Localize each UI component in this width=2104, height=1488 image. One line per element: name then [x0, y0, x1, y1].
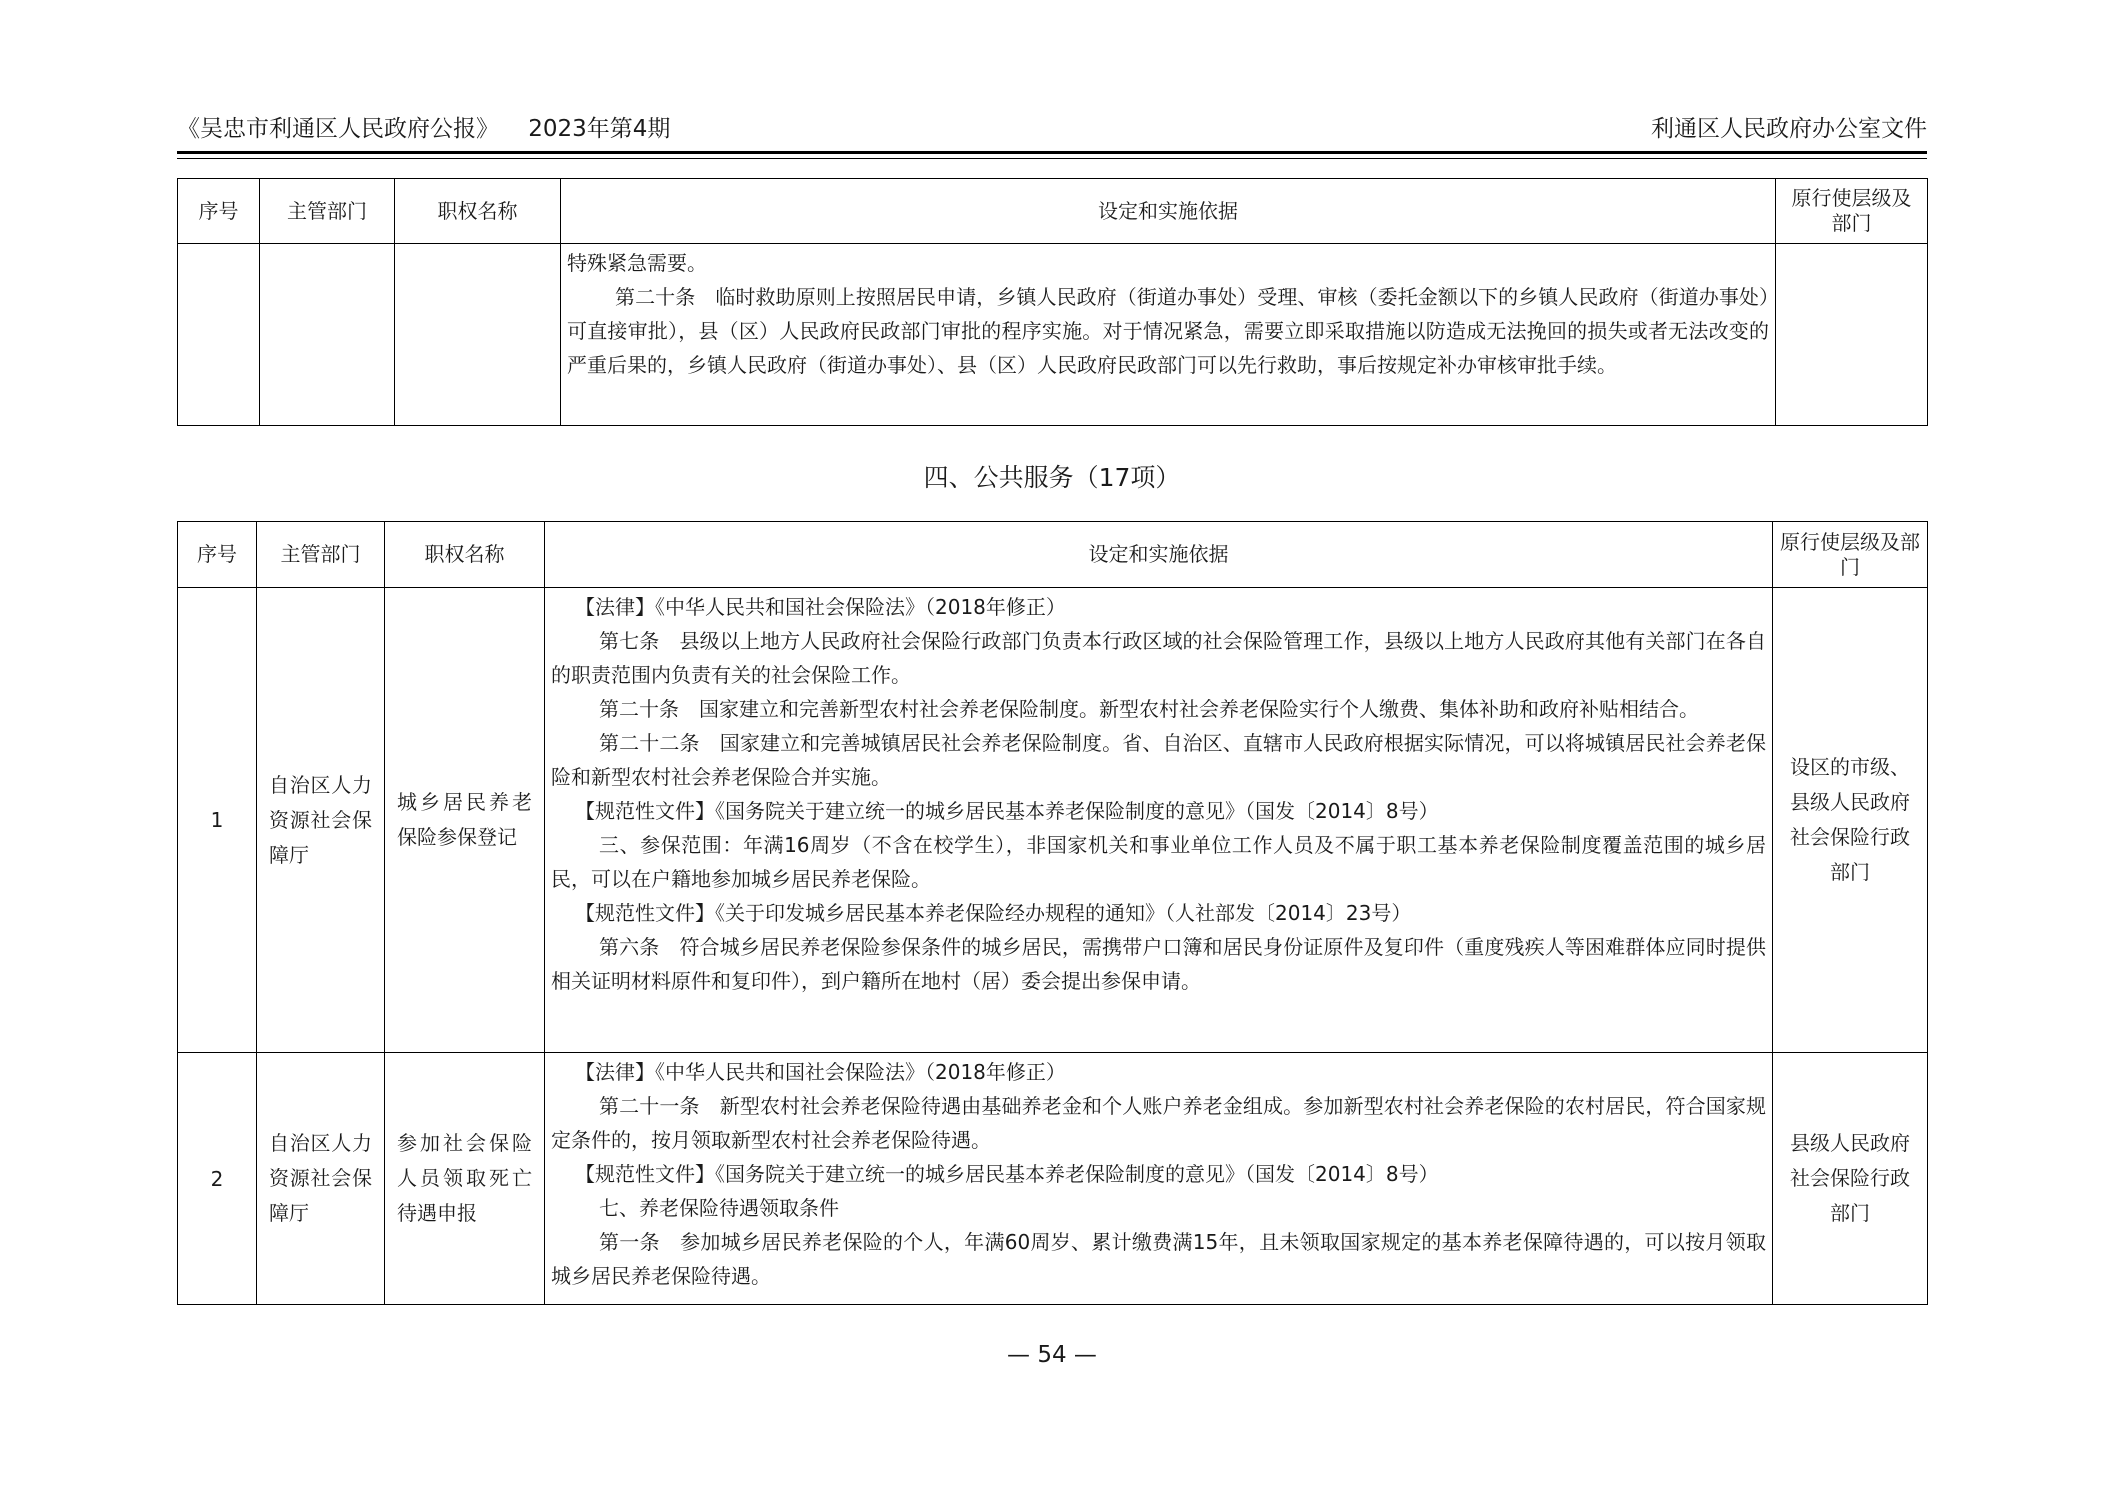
basis-line: 【法律】《中华人民共和国社会保险法》（2018年修正）	[575, 1060, 1066, 1084]
basis-line: 【规范性文件】《关于印发城乡居民基本养老保险经办规程的通知》（人社部发〔2014〕23号）	[575, 901, 1412, 925]
basis-line: 七、养老保险待遇领取条件	[599, 1196, 839, 1220]
cell-name: 参加社会保险人员领取死亡待遇申报	[385, 1053, 545, 1305]
cell-no: 2	[178, 1053, 257, 1305]
cell-basis	[561, 244, 1776, 426]
col-header-name: 职权名称	[395, 179, 561, 244]
col-header-basis: 设定和实施依据	[545, 522, 1773, 588]
col-header-level	[1773, 522, 1928, 588]
page-number: — 54 —	[1007, 1342, 1097, 1368]
basis-line: 【规范性文件】《国务院关于建立统一的城乡居民基本养老保险制度的意见》（国发〔2014〕8号）	[575, 1162, 1439, 1186]
section-title: 四、公共服务（17项）	[923, 463, 1181, 492]
header-publication-title: 《吴忠市利通区人民政府公报》 2023年第4期	[177, 116, 671, 142]
header-office-name: 利通区人民政府办公室文件	[1651, 116, 1927, 142]
col-header-dept: 主管部门	[260, 179, 395, 244]
basis-line: 第七条 县级以上地方人民政府社会保险行政部门负责本行政区域的社会保险管理工作，县级以上地方人民政府其他有关部门在各自的职责范围内负责有关的社会保险工作。	[551, 629, 1766, 687]
cell-dept: 自治区人力资源社会保障厅	[257, 588, 385, 1053]
table-row	[178, 1053, 1928, 1305]
basis-line: 第二十条 国家建立和完善新型农村社会养老保险制度。新型农村社会养老保险实行个人缴费、集体补助和政府补贴相结合。	[599, 697, 1699, 721]
basis-line: 三、参保范围：年满16周岁（不含在校学生），非国家机关和事业单位工作人员及不属于职工基本养老保险制度覆盖范围的城乡居民，可以在户籍地参加城乡居民养老保险。	[551, 833, 1766, 891]
col-header-no: 序号	[178, 522, 257, 588]
basis-line: 【规范性文件】《国务院关于建立统一的城乡居民基本养老保险制度的意见》（国发〔2014〕8号）	[575, 799, 1439, 823]
cell-name	[395, 244, 561, 426]
cell-no: 1	[178, 588, 257, 1053]
table-row	[178, 588, 1928, 1053]
col-header-dept: 主管部门	[257, 522, 385, 588]
cell-level: 设区的市级、县级人民政府社会保险行政部门	[1773, 588, 1928, 1053]
col-header-level	[1776, 179, 1928, 244]
table-header-row	[178, 522, 1928, 588]
cell-basis	[545, 588, 1773, 1053]
col-header-level-text: 原行使层级及部门	[1791, 186, 1912, 235]
header-rule-thick	[177, 151, 1927, 154]
cell-name: 城乡居民养老保险参保登记	[385, 588, 545, 1053]
cell-level	[1776, 244, 1928, 426]
continuation-table	[177, 178, 1928, 426]
col-header-basis: 设定和实施依据	[561, 179, 1776, 244]
basis-line: 第二十一条 新型农村社会养老保险待遇由基础养老金和个人账户养老金组成。参加新型农村社会养老保险的农村居民，符合国家规定条件的，按月领取新型农村社会养老保险待遇。	[551, 1094, 1766, 1152]
cell-no	[178, 244, 260, 426]
col-header-no: 序号	[178, 179, 260, 244]
basis-line: 特殊紧急需要。	[567, 251, 707, 275]
cell-dept: 自治区人力资源社会保障厅	[257, 1053, 385, 1305]
basis-line: 【法律】《中华人民共和国社会保险法》（2018年修正）	[575, 595, 1066, 619]
basis-line: 第六条 符合城乡居民养老保险参保条件的城乡居民，需携带户口簿和居民身份证原件及复印件（重度残疾人等困难群体应同时提供相关证明材料原件和复印件），到户籍所在地村（居）委会提出参保申请。	[551, 935, 1766, 993]
table-header-row	[178, 179, 1928, 244]
cell-level: 县级人民政府社会保险行政部门	[1773, 1053, 1928, 1305]
col-header-name: 职权名称	[385, 522, 545, 588]
header-rule-thin	[177, 158, 1927, 159]
col-header-level-text: 原行使层级及部门	[1780, 529, 1920, 579]
basis-line: 第一条 参加城乡居民养老保险的个人，年满60周岁、累计缴费满15年，且未领取国家规定的基本养老保障待遇的，可以按月领取城乡居民养老保险待遇。	[551, 1230, 1766, 1288]
basis-line: 第二十条 临时救助原则上按照居民申请，乡镇人民政府（街道办事处）受理、审核（委托金额以下的乡镇人民政府（街道办事处）可直接审批），县（区）人民政府民政部门审批的程序实施。对于情况紧急，需要立即采取措施以防造成无法挽回的损失或者无法改变的严重后果的，乡镇人民政府（街道办事处）、县（区）人民政府民政部门可以先行救助，事后按规定补办审核审批手续。	[567, 285, 1769, 377]
cell-basis	[545, 1053, 1773, 1305]
table-row	[178, 244, 1928, 426]
public-services-table	[177, 521, 1928, 1305]
basis-line: 第二十二条 国家建立和完善城镇居民社会养老保险制度。省、自治区、直辖市人民政府根据实际情况，可以将城镇居民社会养老保险和新型农村社会养老保险合并实施。	[551, 731, 1766, 789]
cell-dept	[260, 244, 395, 426]
